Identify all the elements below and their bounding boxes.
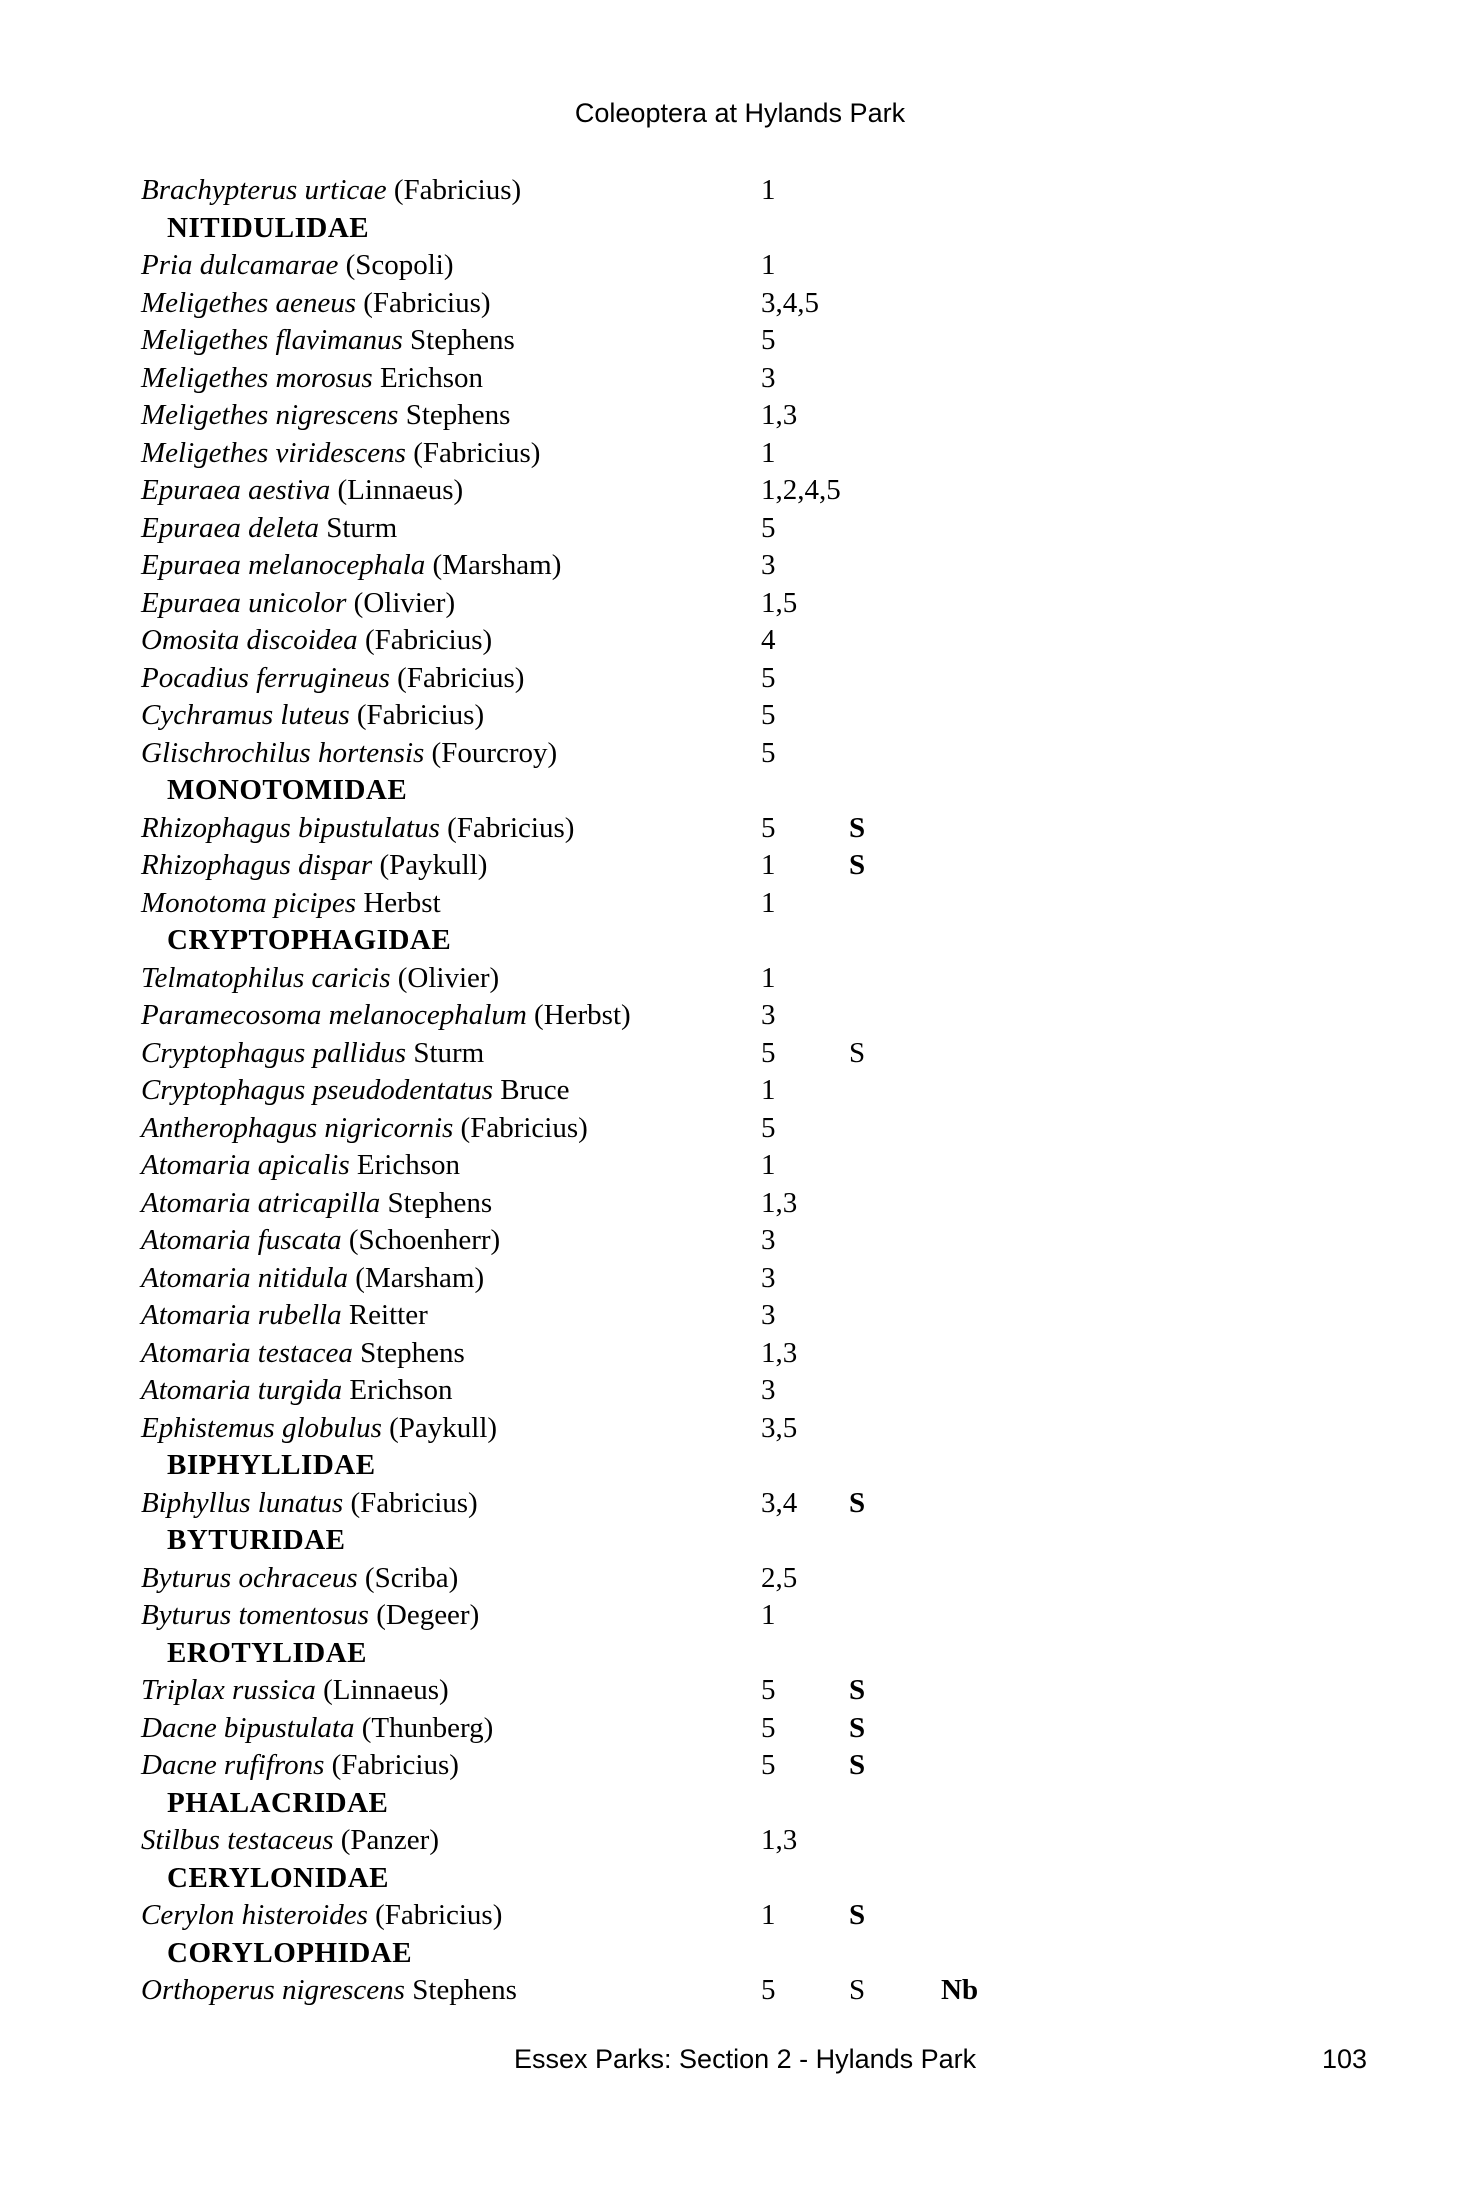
species-authority: Erichson bbox=[349, 1374, 453, 1406]
site-numbers: 5 bbox=[761, 661, 776, 694]
site-numbers: 3 bbox=[761, 1299, 776, 1331]
species-row bbox=[141, 172, 1241, 210]
species-row bbox=[141, 435, 1241, 473]
species-binomial: Atomaria turgida bbox=[141, 1374, 343, 1406]
site-numbers: 1 bbox=[761, 886, 776, 919]
page-header: Coleoptera at Hylands Park bbox=[574, 98, 906, 128]
status-code: S bbox=[849, 1899, 866, 1931]
species-name bbox=[141, 1560, 458, 1598]
species-name bbox=[141, 622, 492, 660]
species-authority: (Fabricius) bbox=[447, 811, 575, 844]
species-row bbox=[141, 1485, 1241, 1523]
species-row bbox=[141, 847, 1241, 885]
species-binomial: Ephistemus globulus bbox=[141, 1411, 382, 1444]
species-binomial: Dacne rufifrons bbox=[141, 1749, 325, 1781]
family-name: NITIDULIDAE bbox=[167, 211, 370, 244]
species-name bbox=[141, 247, 454, 285]
species-name bbox=[141, 322, 515, 360]
species-binomial: Atomaria rubella bbox=[141, 1299, 342, 1331]
species-authority: Stephens bbox=[412, 1974, 517, 2006]
family-name: MONOTOMIDAE bbox=[167, 774, 408, 806]
site-numbers: 3 bbox=[761, 361, 776, 394]
species-name bbox=[141, 1072, 570, 1110]
family-name: EROTYLIDAE bbox=[167, 1636, 367, 1669]
species-binomial: Dacne bipustulata bbox=[141, 1711, 355, 1744]
species-authority: (Fabricius) bbox=[397, 661, 525, 694]
species-name bbox=[141, 1485, 478, 1523]
species-authority: Stephens bbox=[360, 1336, 465, 1369]
species-authority: (Fabricius) bbox=[363, 286, 491, 319]
species-binomial: Glischrochilus hortensis bbox=[141, 736, 425, 769]
species-authority: Stephens bbox=[405, 399, 511, 431]
site-numbers: 1 bbox=[761, 1599, 776, 1631]
species-binomial: Atomaria atricapilla bbox=[141, 1186, 381, 1219]
species-row bbox=[141, 1972, 1241, 2010]
species-authority: (Fabricius) bbox=[413, 436, 541, 469]
site-numbers: 1,3 bbox=[761, 1336, 798, 1369]
species-row bbox=[141, 322, 1241, 360]
family-heading-row bbox=[141, 1785, 1241, 1823]
species-name bbox=[141, 1822, 439, 1860]
species-authority: (Schoenherr) bbox=[348, 1224, 501, 1256]
site-numbers: 1,3 bbox=[761, 1186, 798, 1219]
family-heading-row bbox=[141, 772, 1241, 810]
species-authority: (Herbst) bbox=[534, 999, 631, 1031]
species-row bbox=[141, 1410, 1241, 1448]
site-numbers: 1 bbox=[761, 849, 776, 881]
species-row bbox=[141, 1297, 1241, 1335]
species-name bbox=[141, 360, 483, 398]
species-authority: (Linnaeus) bbox=[337, 474, 464, 506]
site-numbers: 5 bbox=[761, 1974, 776, 2006]
family-name: PHALACRIDAE bbox=[167, 1786, 389, 1819]
species-binomial: Meligethes aeneus bbox=[141, 286, 357, 319]
species-binomial: Atomaria nitidula bbox=[141, 1261, 349, 1294]
site-numbers: 3,4 bbox=[761, 1486, 798, 1519]
species-authority: Erichson bbox=[379, 361, 484, 394]
site-numbers: 1 bbox=[761, 961, 776, 994]
species-name bbox=[141, 1372, 452, 1410]
species-binomial: Byturus tomentosus bbox=[141, 1599, 369, 1631]
species-row bbox=[141, 660, 1241, 698]
species-row bbox=[141, 810, 1241, 848]
family-name: BIPHYLLIDAE bbox=[167, 1449, 376, 1481]
species-authority: (Paykull) bbox=[379, 849, 488, 881]
species-name bbox=[141, 397, 510, 435]
status-code: S bbox=[849, 1749, 866, 1781]
site-numbers: 3 bbox=[761, 1261, 776, 1294]
site-numbers: 3,4,5 bbox=[761, 286, 819, 319]
site-numbers: 5 bbox=[761, 1674, 776, 1706]
species-name bbox=[141, 1897, 502, 1935]
species-name bbox=[141, 1335, 465, 1373]
species-row bbox=[141, 1110, 1241, 1148]
species-name bbox=[141, 510, 397, 548]
species-authority: (Olivier) bbox=[353, 586, 456, 619]
site-numbers: 5 bbox=[761, 736, 776, 769]
site-numbers: 1 bbox=[761, 249, 776, 281]
species-row bbox=[141, 997, 1241, 1035]
species-authority: Stephens bbox=[410, 324, 515, 356]
site-numbers: 3 bbox=[761, 999, 776, 1031]
species-binomial: Monotoma picipes bbox=[141, 886, 357, 919]
species-authority: (Fabricius) bbox=[350, 1486, 478, 1519]
species-authority: (Fabricius) bbox=[393, 174, 522, 206]
species-row bbox=[141, 1260, 1241, 1298]
site-numbers: 5 bbox=[761, 811, 776, 844]
species-row bbox=[141, 472, 1241, 510]
species-binomial: Triplax russica bbox=[141, 1674, 316, 1706]
species-row bbox=[141, 1147, 1241, 1185]
site-numbers: 5 bbox=[761, 1749, 776, 1781]
site-numbers: 2,5 bbox=[761, 1561, 798, 1594]
site-numbers: 3,5 bbox=[761, 1411, 798, 1444]
species-binomial: Cryptophagus pallidus bbox=[141, 1036, 407, 1069]
species-name bbox=[141, 585, 455, 623]
species-binomial: Pria dulcamarae bbox=[141, 249, 339, 281]
site-numbers: 1 bbox=[761, 1899, 776, 1931]
species-authority: (Panzer) bbox=[340, 1824, 439, 1856]
species-binomial: Rhizophagus dispar bbox=[141, 849, 373, 881]
species-authority: Erichson bbox=[356, 1149, 460, 1181]
family-heading-row bbox=[141, 1860, 1241, 1898]
species-authority: (Fabricius) bbox=[364, 624, 493, 656]
site-numbers: 5 bbox=[761, 1711, 776, 1744]
species-row bbox=[141, 1185, 1241, 1223]
species-name bbox=[141, 847, 487, 885]
species-name bbox=[141, 1710, 493, 1748]
species-binomial: Byturus ochraceus bbox=[141, 1561, 358, 1594]
site-numbers: 3 bbox=[761, 549, 776, 581]
site-numbers: 1,5 bbox=[761, 586, 798, 619]
species-authority: (Marsham) bbox=[355, 1261, 485, 1294]
site-numbers: 4 bbox=[761, 624, 776, 656]
species-row bbox=[141, 1222, 1241, 1260]
species-row bbox=[141, 585, 1241, 623]
family-heading-row bbox=[141, 1522, 1241, 1560]
species-authority: (Degeer) bbox=[376, 1599, 480, 1631]
family-name: CORYLOPHIDAE bbox=[167, 1936, 413, 1969]
species-binomial: Brachypterus urticae bbox=[141, 174, 387, 206]
species-name bbox=[141, 810, 574, 848]
site-numbers: 1 bbox=[761, 1074, 776, 1106]
species-name bbox=[141, 435, 540, 473]
site-numbers: 1,2,4,5 bbox=[761, 474, 841, 506]
species-authority: Sturm bbox=[413, 1036, 485, 1069]
status-code: S bbox=[849, 1036, 866, 1069]
species-row bbox=[141, 885, 1241, 923]
species-binomial: Telmatophilus caricis bbox=[141, 961, 391, 994]
species-authority: (Fabricius) bbox=[375, 1899, 503, 1931]
species-name bbox=[141, 997, 631, 1035]
species-row bbox=[141, 360, 1241, 398]
species-row bbox=[141, 1897, 1241, 1935]
species-name bbox=[141, 1672, 449, 1710]
family-heading-row bbox=[141, 1935, 1241, 1973]
species-name bbox=[141, 285, 491, 323]
site-numbers: 1,3 bbox=[761, 1824, 798, 1856]
species-binomial: Orthoperus nigrescens bbox=[141, 1974, 405, 2006]
species-binomial: Cerylon histeroides bbox=[141, 1899, 368, 1931]
species-authority: (Thunberg) bbox=[361, 1711, 494, 1744]
site-numbers: 3 bbox=[761, 1224, 776, 1256]
species-name bbox=[141, 885, 441, 923]
species-binomial: Atomaria apicalis bbox=[141, 1149, 350, 1181]
site-numbers: 5 bbox=[761, 1111, 776, 1144]
species-name bbox=[141, 1597, 479, 1635]
species-binomial: Antherophagus nigricornis bbox=[141, 1111, 454, 1144]
species-name bbox=[141, 1410, 497, 1448]
species-binomial: Meligethes viridescens bbox=[141, 436, 406, 469]
family-heading-row bbox=[141, 210, 1241, 248]
species-authority: (Scopoli) bbox=[345, 249, 454, 281]
species-row bbox=[141, 1335, 1241, 1373]
status-code: S bbox=[849, 811, 866, 844]
status-code: S bbox=[849, 1711, 866, 1744]
species-authority: Bruce bbox=[500, 1074, 570, 1106]
family-heading-row bbox=[141, 1635, 1241, 1673]
species-binomial: Biphyllus lunatus bbox=[141, 1486, 344, 1519]
species-authority: (Fabricius) bbox=[331, 1749, 459, 1781]
species-name bbox=[141, 735, 557, 773]
species-authority: (Marsham) bbox=[432, 549, 562, 581]
site-numbers: 5 bbox=[761, 511, 776, 544]
species-name bbox=[141, 547, 561, 585]
species-row bbox=[141, 285, 1241, 323]
species-authority: (Scriba) bbox=[364, 1561, 459, 1594]
species-binomial: Pocadius ferrugineus bbox=[141, 661, 390, 694]
species-name bbox=[141, 960, 499, 998]
species-binomial: Cychramus luteus bbox=[141, 699, 350, 731]
species-row bbox=[141, 1822, 1241, 1860]
site-numbers: 1 bbox=[761, 436, 776, 469]
species-authority: (Paykull) bbox=[389, 1411, 498, 1444]
species-row bbox=[141, 397, 1241, 435]
family-heading-row bbox=[141, 1447, 1241, 1485]
species-authority: Stephens bbox=[387, 1186, 493, 1219]
species-name bbox=[141, 1297, 428, 1335]
site-numbers: 1 bbox=[761, 1149, 776, 1181]
species-authority: (Fabricius) bbox=[460, 1111, 588, 1144]
species-row bbox=[141, 1597, 1241, 1635]
species-row bbox=[141, 547, 1241, 585]
species-binomial: Meligethes morosus bbox=[141, 361, 373, 394]
species-name bbox=[141, 1110, 588, 1148]
species-name bbox=[141, 1972, 517, 2010]
species-authority: (Olivier) bbox=[397, 961, 500, 994]
site-numbers: 1,3 bbox=[761, 399, 798, 431]
site-numbers: 3 bbox=[761, 1374, 776, 1406]
species-name bbox=[141, 1747, 459, 1785]
page-number: 103 bbox=[1322, 2044, 1368, 2074]
species-binomial: Cryptophagus pseudodentatus bbox=[141, 1074, 494, 1106]
species-name bbox=[141, 1260, 484, 1298]
species-row bbox=[141, 735, 1241, 773]
species-row bbox=[141, 622, 1241, 660]
species-authority: Herbst bbox=[363, 886, 441, 919]
family-name: BYTURIDAE bbox=[167, 1524, 346, 1556]
species-name bbox=[141, 1147, 460, 1185]
species-authority: Sturm bbox=[326, 511, 398, 544]
species-name bbox=[141, 660, 524, 698]
species-binomial: Omosita discoidea bbox=[141, 624, 358, 656]
species-row bbox=[141, 510, 1241, 548]
species-name bbox=[141, 172, 521, 210]
species-authority: (Linnaeus) bbox=[323, 1674, 449, 1706]
status-code: S bbox=[849, 849, 866, 881]
status-code: S bbox=[849, 1486, 866, 1519]
species-row bbox=[141, 1747, 1241, 1785]
site-numbers: 5 bbox=[761, 699, 776, 731]
status-code: S bbox=[849, 1674, 866, 1706]
species-binomial: Epuraea melanocephala bbox=[141, 549, 426, 581]
species-name bbox=[141, 1185, 492, 1223]
species-binomial: Rhizophagus bipustulatus bbox=[141, 811, 440, 844]
species-binomial: Paramecosoma melanocephalum bbox=[141, 999, 527, 1031]
species-row bbox=[141, 1672, 1241, 1710]
species-binomial: Atomaria fuscata bbox=[141, 1224, 342, 1256]
species-binomial: Epuraea unicolor bbox=[141, 586, 347, 619]
footer-title: Essex Parks: Section 2 - Hylands Park bbox=[514, 2044, 977, 2074]
species-authority: Reitter bbox=[348, 1299, 428, 1331]
species-binomial: Atomaria testacea bbox=[141, 1336, 353, 1369]
species-binomial: Stilbus testaceus bbox=[141, 1824, 334, 1856]
site-numbers: 1 bbox=[761, 174, 776, 206]
species-row bbox=[141, 1035, 1241, 1073]
species-list bbox=[141, 172, 1241, 2010]
species-authority: (Fourcroy) bbox=[431, 736, 558, 769]
family-heading-row bbox=[141, 922, 1241, 960]
species-row bbox=[141, 1710, 1241, 1748]
family-name: CERYLONIDAE bbox=[167, 1861, 390, 1894]
species-row bbox=[141, 697, 1241, 735]
conservation-status: Nb bbox=[941, 1974, 979, 2006]
species-row bbox=[141, 1560, 1241, 1598]
species-binomial: Epuraea aestiva bbox=[141, 474, 331, 506]
site-numbers: 5 bbox=[761, 1036, 776, 1069]
species-binomial: Meligethes flavimanus bbox=[141, 324, 403, 356]
species-name bbox=[141, 472, 463, 510]
status-code: S bbox=[849, 1974, 866, 2006]
species-authority: (Fabricius) bbox=[356, 699, 485, 731]
family-name: CRYPTOPHAGIDAE bbox=[167, 924, 452, 956]
species-name bbox=[141, 697, 484, 735]
species-name bbox=[141, 1222, 500, 1260]
site-numbers: 5 bbox=[761, 324, 776, 356]
species-row bbox=[141, 960, 1241, 998]
species-binomial: Meligethes nigrescens bbox=[141, 399, 399, 431]
species-row bbox=[141, 1372, 1241, 1410]
species-name bbox=[141, 1035, 484, 1073]
species-binomial: Epuraea deleta bbox=[141, 511, 319, 544]
species-row bbox=[141, 1072, 1241, 1110]
species-row bbox=[141, 247, 1241, 285]
